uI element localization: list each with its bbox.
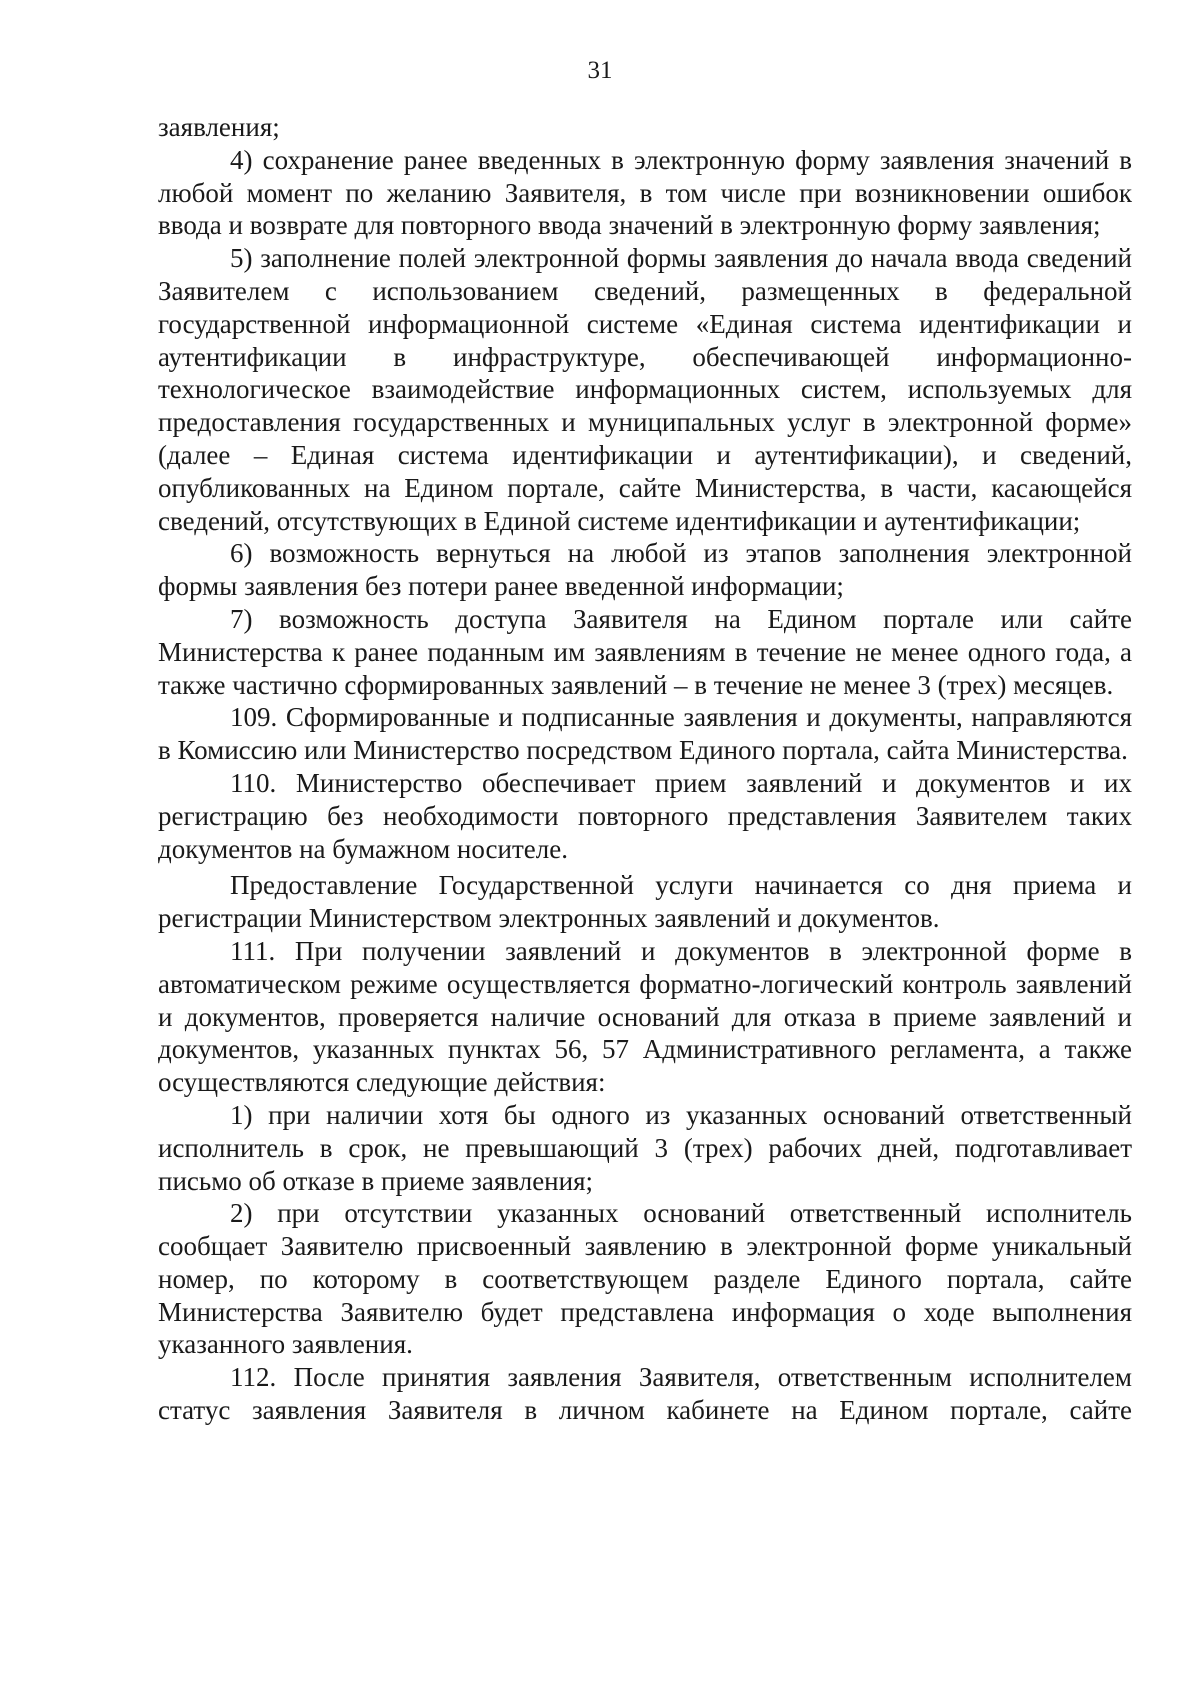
paragraph-111-item-1: 1) при наличии хотя бы одного из указанных оснований ответственный исполнитель в срок, не превышающий 3 (трех) рабочих дней, подготавливает письмо об отказе в приеме заявления;	[158, 1099, 1132, 1196]
paragraph-111-item-2: 2) при отсутствии указанных оснований ответственный исполнитель сообщает Заявителю присвоенный заявлению в электронной форме уникальный номер, по которому в соответствующем разделе Единого портала, сайте Министерства Заявителю будет представлена информация о ходе выполнения указанного заявления.	[158, 1198, 1132, 1360]
paragraph-item-5: 5) заполнение полей электронной формы заявления до начала ввода сведений Заявителем с использованием сведений, размещенных в федеральной государственной информационной системе «Единая система идентификации и аутентификации в инфраструктуре, обеспечивающей информационно-технологическое взаимодействие информационных систем, используемых для предоставления государственных и муниципальных услуг в электронной форме» (далее – Единая система идентификации и аутентификации), и сведений, опубликованных на Едином портале, сайте Министерства, в части, касающейся сведений, отсутствующих в Единой системе идентификации и аутентификации;	[158, 243, 1132, 536]
paragraph-item-7: 7) возможность доступа Заявителя на Едином портале или сайте Министерства к ранее поданным им заявлениям в течение не менее одного года, а также частично сформированных заявлений – в течение не менее 3 (трех) месяцев.	[158, 603, 1132, 700]
paragraph-109: 109. Сформированные и подписанные заявления и документы, направляются в Комиссию или Министерство посредством Единого портала, сайта Министерства.	[158, 702, 1132, 766]
paragraph-continuation: заявления;	[158, 112, 280, 142]
paragraph-112: 112. После принятия заявления Заявителя, ответственным исполнителем статус заявления Заявителя в личном кабинете на Едином портале, сайте	[158, 1362, 1132, 1426]
paragraph-item-6: 6) возможность вернуться на любой из этапов заполнения электронной формы заявления без потери ранее введенной информации;	[158, 538, 1132, 602]
page-number: 31	[587, 57, 613, 84]
paragraph-service-start: Предоставление Государственной услуги начинается со дня приема и регистрации Министерством электронных заявлений и документов.	[158, 870, 1132, 934]
paragraph-110: 110. Министерство обеспечивает прием заявлений и документов и их регистрацию без необходимости повторного представления Заявителем таких документов на бумажном носителе.	[158, 767, 1132, 864]
paragraph-111: 111. При получении заявлений и документов в электронной форме в автоматическом режиме осуществляется форматно-логический контроль заявлений и документов, проверяется наличие оснований для отказа в приеме заявлений и документов, указанных пунктах 56, 57 Административного регламента, а также осуществляются следующие действия:	[158, 935, 1132, 1098]
paragraph-item-4: 4) сохранение ранее введенных в электронную форму заявления значений в любой момент по желанию Заявителя, в том числе при возникновении ошибок ввода и возврате для повторного ввода значений в электронную форму заявления;	[158, 144, 1132, 241]
document-body	[158, 111, 1132, 1427]
